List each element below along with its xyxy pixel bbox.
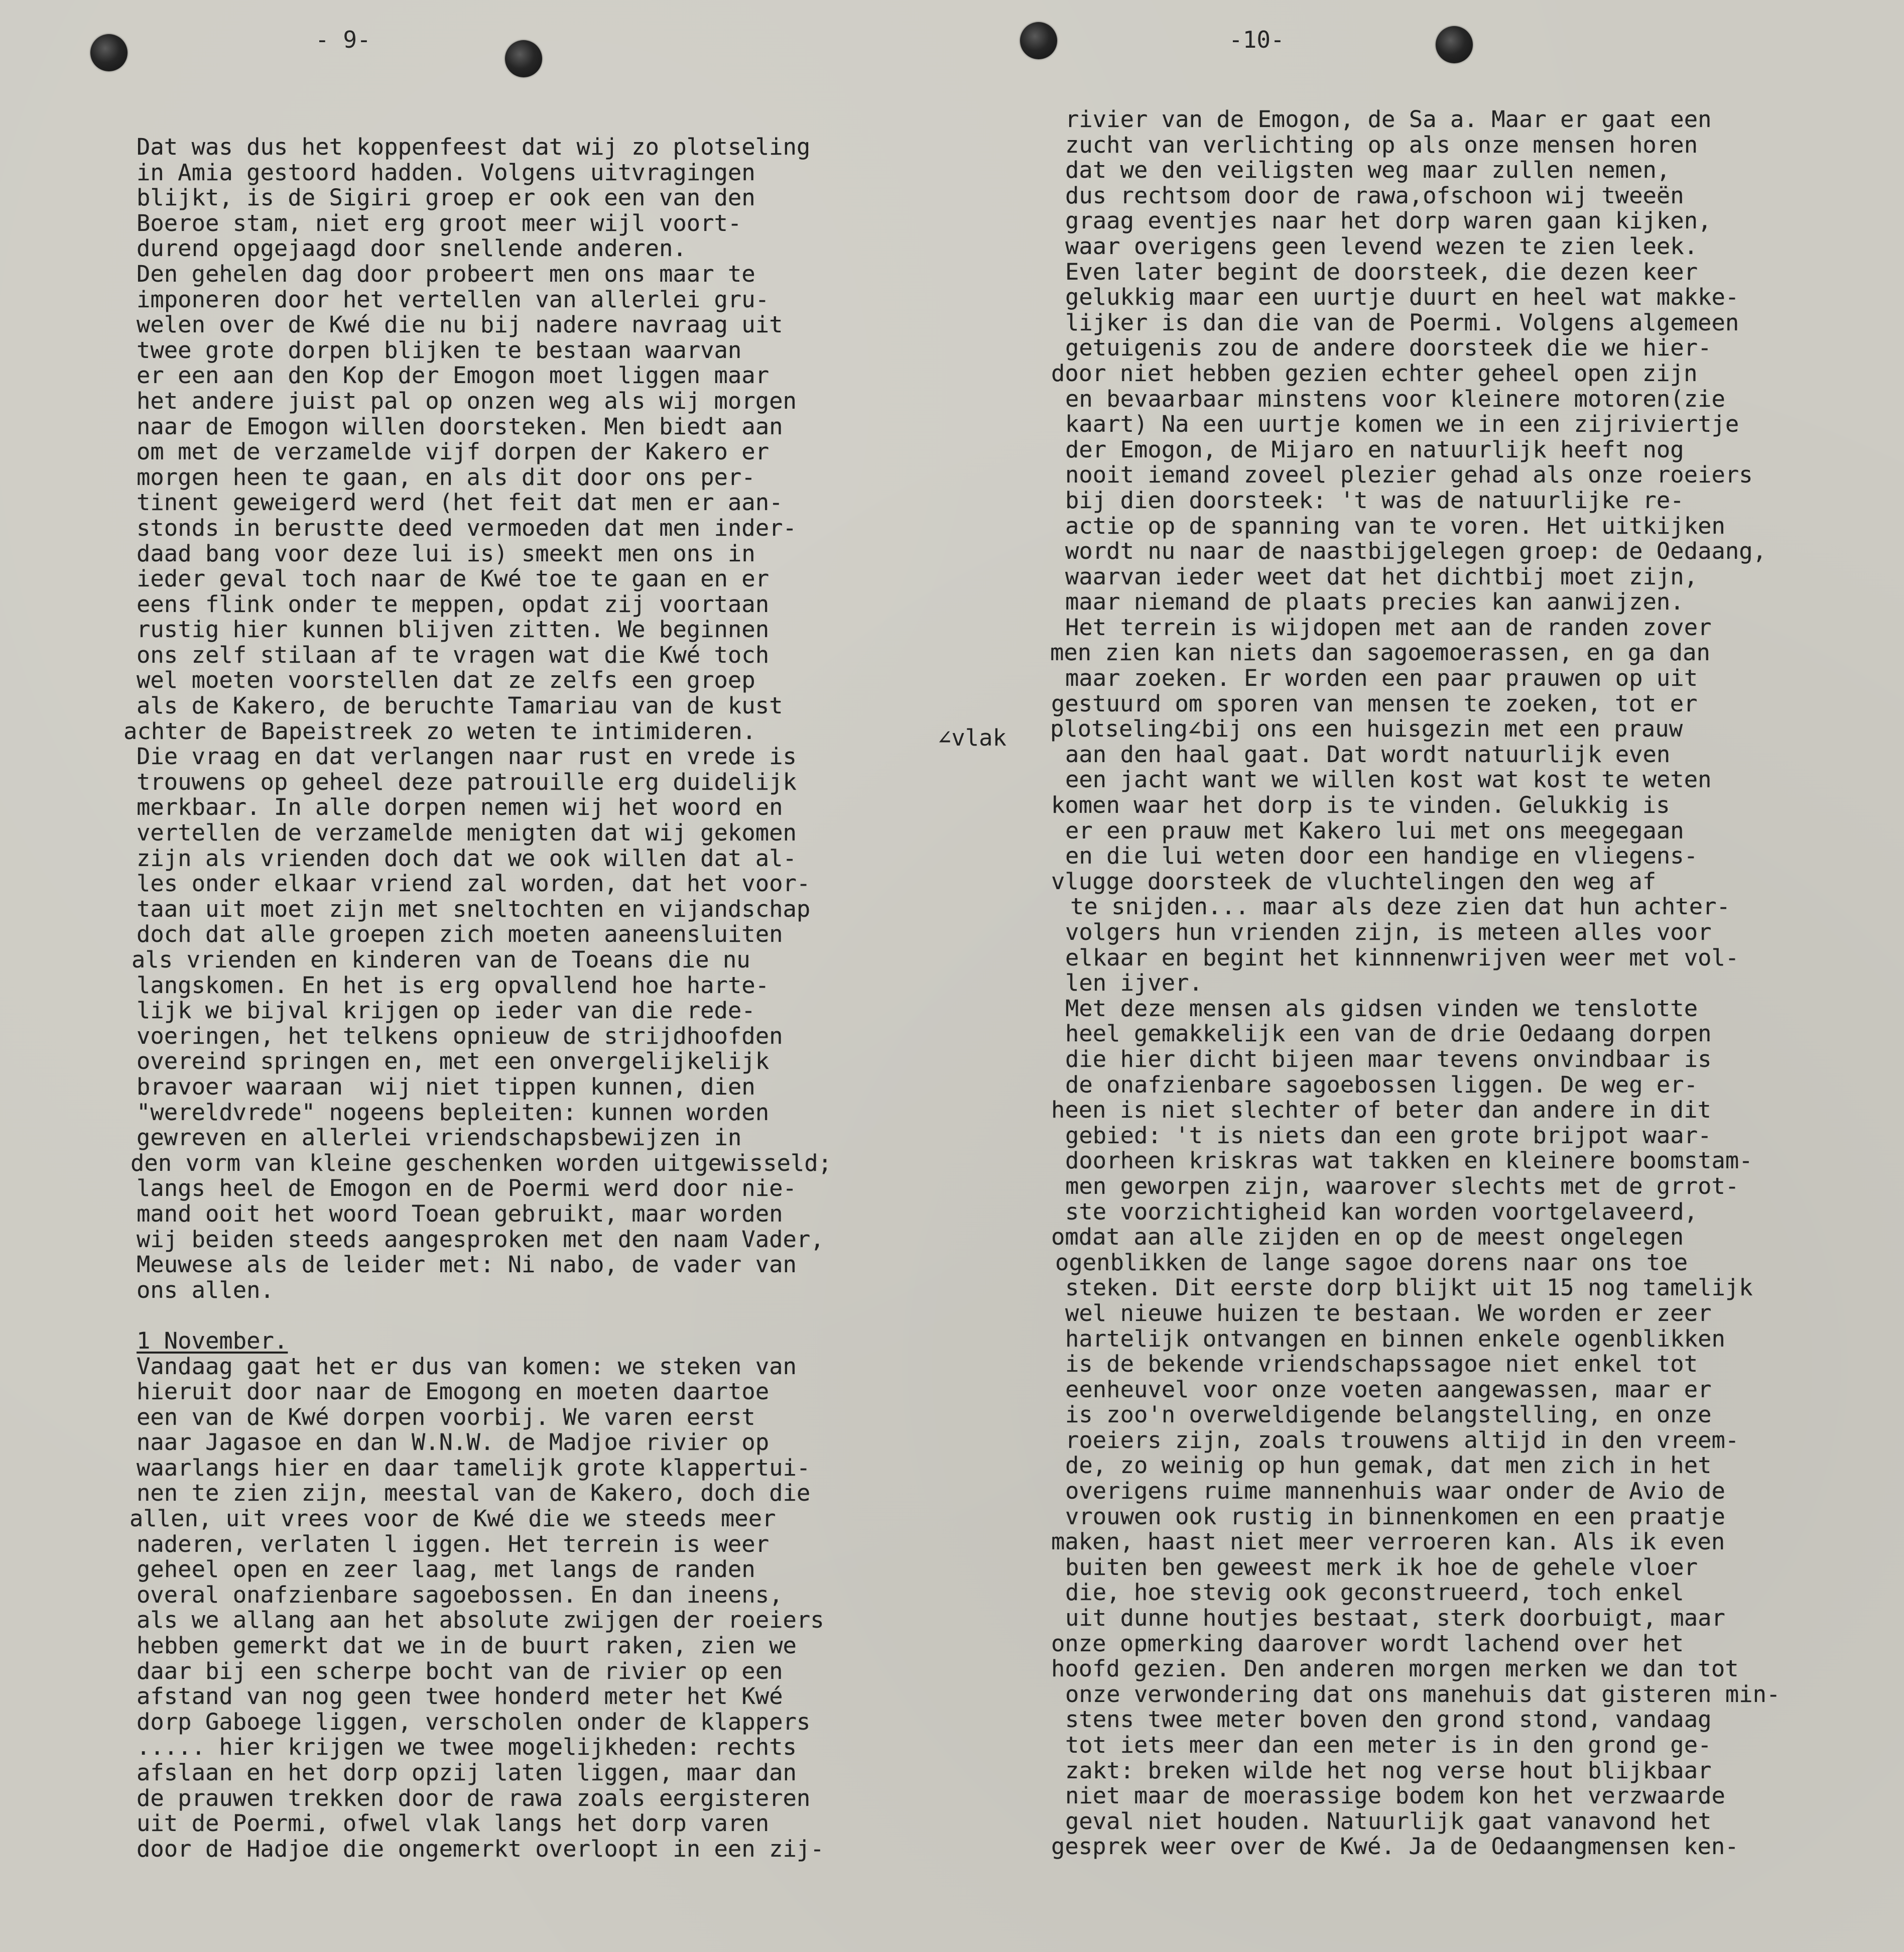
- text-line: Even later begint de doorsteek, die dezen keer: [1065, 258, 1698, 285]
- text-line: Meuwese als de leider met: Ni nabo, de vader van: [137, 1251, 797, 1278]
- text-line: achter de Bapeistreek zo weten te intimideren.: [123, 717, 756, 745]
- text-line: morgen heen te gaan, en als dit door ons per-: [137, 463, 755, 491]
- text-line: een van de Kwé dorpen voorbij. We varen eerst: [137, 1403, 755, 1430]
- text-line: kaart) Na een uurtje komen we in een zijriviertje: [1065, 411, 1739, 438]
- text-line: ieder geval toch naar de Kwé toe te gaan en er: [137, 565, 770, 592]
- text-line: rivier van de Emogon, de Sa a. Maar er gaat een: [1065, 106, 1712, 133]
- text-line: aan den haal gaat. Dat wordt natuurlijk even: [1065, 741, 1671, 768]
- text-line: gestuurd om sporen van mensen te zoeken, tot er: [1051, 690, 1698, 717]
- text-line: graag eventjes naar het dorp waren gaan kijken,: [1065, 207, 1712, 234]
- text-line: dus rechtsom door de rawa,ofschoon wij tweeën: [1065, 182, 1684, 209]
- text-line: als vrienden en kinderen van de Toeans die nu: [132, 946, 750, 973]
- text-line: der Emogon, de Mijaro en natuurlijk heeft nog: [1065, 436, 1684, 463]
- punch-hole-top-right: [1436, 26, 1473, 63]
- text-line: heel gemakkelijk een van de drie Oedaang dorpen: [1065, 1020, 1712, 1047]
- text-line: omdat aan alle zijden en op de meest ongelegen: [1051, 1224, 1684, 1251]
- text-line: als de Kakero, de beruchte Tamariau van de kust: [137, 692, 783, 719]
- text-line: durend opgejaagd door snellende anderen.: [137, 235, 687, 262]
- text-line: komen waar het dorp is te vinden. Gelukkig is: [1051, 792, 1670, 819]
- left-page-number: - 9-: [315, 26, 371, 53]
- text-line: welen over de Kwé die nu bij nadere navraag uit: [137, 311, 783, 338]
- right-page-text-column: [1050, 106, 1888, 1860]
- text-line: Die vraag en dat verlangen naar rust en vrede is: [137, 743, 797, 770]
- text-line: nooit iemand zoveel plezier gehad als onze roeiers: [1065, 461, 1753, 489]
- text-line: twee grote dorpen blijken te bestaan waarvan: [137, 336, 742, 363]
- punch-hole-top-center-left: [505, 40, 542, 77]
- text-line: een jacht want we willen kost wat kost te weten: [1065, 766, 1712, 793]
- text-line: 1 November.: [137, 1327, 288, 1354]
- text-line: naar Jagasoe en dan W.N.W. de Madjoe rivier op: [137, 1429, 770, 1456]
- text-line: steken. Dit eerste dorp blijkt uit 15 nog tamelijk: [1065, 1274, 1753, 1301]
- text-line: [137, 1303, 920, 1328]
- text-line: bravoer waaraan wij niet tippen kunnen, dien: [137, 1073, 755, 1100]
- text-line: doch dat alle groepen zich moeten aaneensluiten: [137, 921, 783, 948]
- text-line: plotseling∠bij ons een huisgezin met een prauw: [1050, 715, 1683, 743]
- text-line: dorp Gaboege liggen, verscholen onder de klappers: [137, 1708, 811, 1735]
- text-line: er een prauw met Kakero lui met ons meegegaan: [1065, 817, 1684, 844]
- text-line: rustig hier kunnen blijven zitten. We beginnen: [137, 616, 770, 643]
- text-line: die, hoe stevig ook geconstrueerd, toch enkel: [1065, 1579, 1684, 1606]
- text-line: tinent geweigerd werd (het feit dat men er aan-: [137, 489, 783, 516]
- text-line: om met de verzamelde vijf dorpen der Kakero er: [137, 438, 770, 465]
- text-line: wel nieuwe huizen te bestaan. We worden er zeer: [1065, 1299, 1712, 1326]
- text-line: maar niemand de plaats precies kan aanwijzen.: [1065, 588, 1684, 616]
- text-line: ogenblikken de lange sagoe dorens naar ons toe: [1055, 1249, 1688, 1276]
- text-line: Vandaag gaat het er dus van komen: we steken van: [137, 1353, 797, 1380]
- text-line: door niet hebben gezien echter geheel open zijn: [1051, 359, 1698, 387]
- text-line: lijk we bijval krijgen op ieder van die rede-: [137, 997, 755, 1024]
- text-line: gewreven en allerlei vriendschapsbewijzen in: [137, 1124, 742, 1151]
- text-line: maken, haast niet meer verroeren kan. Als ik even: [1051, 1528, 1725, 1555]
- text-line: en die lui weten door een handige en vliegens-: [1065, 842, 1698, 870]
- text-line: elkaar en begint het kinnnenwrijven weer met vol-: [1065, 944, 1739, 971]
- text-line: wordt nu naar de naastbijgelegen groep: de Oedaang,: [1065, 538, 1767, 565]
- text-line: de onafzienbare sagoebossen liggen. De weg er-: [1065, 1071, 1698, 1098]
- margin-correction-note: ∠vlak: [938, 724, 1006, 751]
- text-line: Dat was dus het koppenfeest dat wij zo plotseling: [137, 134, 811, 160]
- text-line: doorheen kriskras wat takken en kleinere boomstam-: [1065, 1147, 1753, 1174]
- text-line: "wereldvrede" nogeens bepleiten: kunnen worden: [137, 1099, 770, 1126]
- text-line: uit dunne houtjes bestaat, sterk doorbuigt, maar: [1065, 1605, 1725, 1632]
- text-line: allen, uit vrees voor de Kwé die we steeds meer: [130, 1505, 776, 1532]
- text-line: len ijver.: [1065, 969, 1203, 997]
- text-line: geheel open en zeer laag, met langs de randen: [137, 1556, 755, 1583]
- text-line: taan uit moet zijn met sneltochten en vijandschap: [137, 895, 811, 922]
- text-line: volgers hun vrienden zijn, is meteen alles voor: [1065, 919, 1712, 945]
- text-line: ons allen.: [137, 1276, 274, 1303]
- text-line: geval niet houden. Natuurlijk gaat vanavond het: [1065, 1807, 1712, 1835]
- text-line: bij dien doorsteek: 't was de natuurlijke re-: [1065, 486, 1684, 514]
- text-line: onze opmerking daarover wordt lachend over het: [1051, 1630, 1684, 1657]
- text-line: en bevaarbaar minstens voor kleinere motoren(zie: [1065, 385, 1725, 412]
- text-line: als we allang aan het absolute zwijgen der roeiers: [137, 1607, 824, 1634]
- text-line: stonds in berustte deed vermoeden dat men inder-: [137, 514, 797, 541]
- text-line: merkbaar. In alle dorpen nemen wij het woord en: [137, 794, 783, 821]
- text-line: waar overigens geen levend wezen te zien leek.: [1065, 232, 1698, 260]
- text-line: dat we den veiligsten weg maar zullen nemen,: [1065, 157, 1671, 184]
- text-line: den vorm van kleine geschenken worden uitgewisseld;: [131, 1149, 832, 1176]
- text-line: hartelijk ontvangen en binnen enkele ogenblikken: [1065, 1325, 1725, 1352]
- text-line: afstand van nog geen twee honderd meter het Kwé: [137, 1683, 783, 1710]
- text-line: zucht van verlichting op als onze mensen horen: [1065, 131, 1698, 158]
- punch-hole-top-center-right: [1020, 22, 1057, 59]
- text-line: afslaan en het dorp opzij laten liggen, maar dan: [137, 1759, 797, 1786]
- text-line: gebied: 't is niets dan een grote brijpot waar-: [1065, 1122, 1712, 1149]
- text-line: Boeroe stam, niet erg groot meer wijl voort-: [137, 209, 742, 236]
- text-line: de, zo weinig op hun gemak, dat men zich in het: [1065, 1452, 1712, 1479]
- text-line: men geworpen zijn, waarover slechts met de grrot-: [1065, 1172, 1739, 1199]
- text-line: eens flink onder te meppen, opdat zij voortaan: [137, 590, 770, 618]
- text-line: gesprek weer over de Kwé. Ja de Oedaangmensen ken-: [1051, 1833, 1739, 1860]
- text-line: gelukkig maar een uurtje duurt en heel wat makke-: [1065, 284, 1739, 311]
- text-line: in Amia gestoord hadden. Volgens uitvragingen: [137, 159, 755, 186]
- text-line: waarlangs hier en daar tamelijk grote klappertui-: [137, 1454, 811, 1481]
- text-line: les onder elkaar vriend zal worden, dat het voor-: [137, 870, 811, 897]
- text-line: nen te zien zijn, meestal van de Kakero, doch die: [137, 1480, 811, 1507]
- text-line: maar zoeken. Er worden een paar prauwen op uit: [1065, 665, 1698, 692]
- text-line: blijkt, is de Sigiri groep er ook een van den: [137, 184, 755, 211]
- text-line: die hier dicht bijeen maar tevens onvindbaar is: [1065, 1045, 1712, 1072]
- text-line: de prauwen trekken door de rawa zoals eergisteren: [137, 1784, 811, 1811]
- text-line: tot iets meer dan een meter is in den grond ge-: [1065, 1732, 1712, 1758]
- text-line: onze verwondering dat ons manehuis dat gisteren min-: [1065, 1680, 1781, 1707]
- text-line: wel moeten voorstellen dat ze zelfs een groep: [137, 667, 755, 694]
- text-line: langs heel de Emogon en de Poermi werd door nie-: [137, 1175, 797, 1202]
- text-line: hoofd gezien. Den anderen morgen merken we dan tot: [1051, 1655, 1739, 1682]
- text-line: men zien kan niets dan sagoemoerassen, en ga dan: [1050, 639, 1710, 666]
- right-page-number: -10-: [1229, 26, 1285, 53]
- text-line: niet maar de moerassige bodem kon het verzwaarde: [1065, 1782, 1725, 1809]
- text-line: heen is niet slechter of beter dan andere in dit: [1051, 1096, 1711, 1124]
- text-line: buiten ben geweest merk ik hoe de gehele vloer: [1065, 1553, 1698, 1580]
- text-line: vrouwen ook rustig in binnenkomen en een praatje: [1065, 1503, 1725, 1530]
- text-line: vertellen de verzamelde menigten dat wij gekomen: [137, 819, 797, 846]
- text-line: lijker is dan die van de Poermi. Volgens algemeen: [1065, 309, 1739, 336]
- text-line: door de Hadjoe die ongemerkt overloopt in een zij-: [137, 1835, 824, 1862]
- text-line: hieruit door naar de Emogong en moeten daartoe: [137, 1378, 770, 1405]
- text-line: naar de Emogon willen doorsteken. Men biedt aan: [137, 413, 783, 440]
- text-line: overal onafzienbare sagoebossen. En dan ineens,: [137, 1581, 783, 1608]
- text-line: roeiers zijn, zoals trouwens altijd in den vreem-: [1065, 1426, 1739, 1453]
- text-line: ons zelf stilaan af te vragen wat die Kwé toch: [137, 641, 770, 668]
- text-line: eenheuvel voor onze voeten aangewassen, maar er: [1065, 1376, 1712, 1403]
- text-line: uit de Poermi, ofwel vlak langs het dorp varen: [137, 1810, 770, 1837]
- text-line: ste voorzichtigheid kan worden voortgelaveerd,: [1065, 1198, 1698, 1225]
- text-line: Met deze mensen als gidsen vinden we tenslotte: [1065, 995, 1698, 1022]
- text-line: overigens ruime mannenhuis waar onder de Avio de: [1065, 1478, 1725, 1505]
- text-line: langskomen. En het is erg opvallend hoe harte-: [137, 971, 770, 999]
- text-line: mand ooit het woord Toean gebruikt, maar worden: [137, 1200, 783, 1227]
- text-line: naderen, verlaten l iggen. Het terrein is weer: [137, 1530, 770, 1557]
- text-line: er een aan den Kop der Emogon moet liggen maar: [137, 362, 770, 389]
- text-line: zijn als vrienden doch dat we ook willen dat al-: [137, 844, 797, 872]
- text-line: voeringen, het telkens opnieuw de strijdhoofden: [137, 1022, 783, 1049]
- text-line: getuigenis zou de andere doorsteek die we hier-: [1065, 334, 1712, 361]
- text-line: ..... hier krijgen we twee mogelijkheden: rechts: [137, 1734, 797, 1761]
- text-line: is zoo'n overweldigende belangstelling, en onze: [1065, 1401, 1712, 1428]
- text-line: te snijden... maar als deze zien dat hun achter-: [1070, 893, 1730, 920]
- text-line: wij beiden steeds aangesproken met den naam Vader,: [137, 1226, 824, 1253]
- text-line: hebben gemerkt dat we in de buurt raken, zien we: [137, 1632, 797, 1659]
- punch-hole-top-left: [90, 34, 128, 71]
- text-line: stens twee meter boven den grond stond, vandaag: [1065, 1706, 1712, 1733]
- text-line: daar bij een scherpe bocht van de rivier op een: [137, 1657, 783, 1684]
- text-line: is de bekende vriendschapssagoe niet enkel tot: [1065, 1351, 1698, 1378]
- text-line: vlugge doorsteek de vluchtelingen den weg af: [1051, 868, 1657, 895]
- text-line: zakt: breken wilde het nog verse hout blijkbaar: [1065, 1757, 1712, 1784]
- text-line: imponeren door het vertellen van allerlei gru-: [137, 286, 770, 313]
- text-line: Den gehelen dag door probeert men ons maar te: [137, 260, 755, 287]
- text-line: actie op de spanning van te voren. Het uitkijken: [1065, 512, 1725, 539]
- text-line: waarvan ieder weet dat het dichtbij moet zijn,: [1065, 563, 1698, 590]
- text-line: trouwens op geheel deze patrouille erg duidelijk: [137, 768, 797, 795]
- text-line: overeind springen en, met een onvergelijkelijk: [137, 1048, 770, 1075]
- text-line: Het terrein is wijdopen met aan de randen zover: [1065, 614, 1712, 641]
- text-line: daad bang voor deze lui is) smeekt men ons in: [137, 540, 755, 567]
- text-line: het andere juist pal op onzen weg als wij morgen: [137, 387, 797, 414]
- left-page-text-column: [123, 134, 920, 1862]
